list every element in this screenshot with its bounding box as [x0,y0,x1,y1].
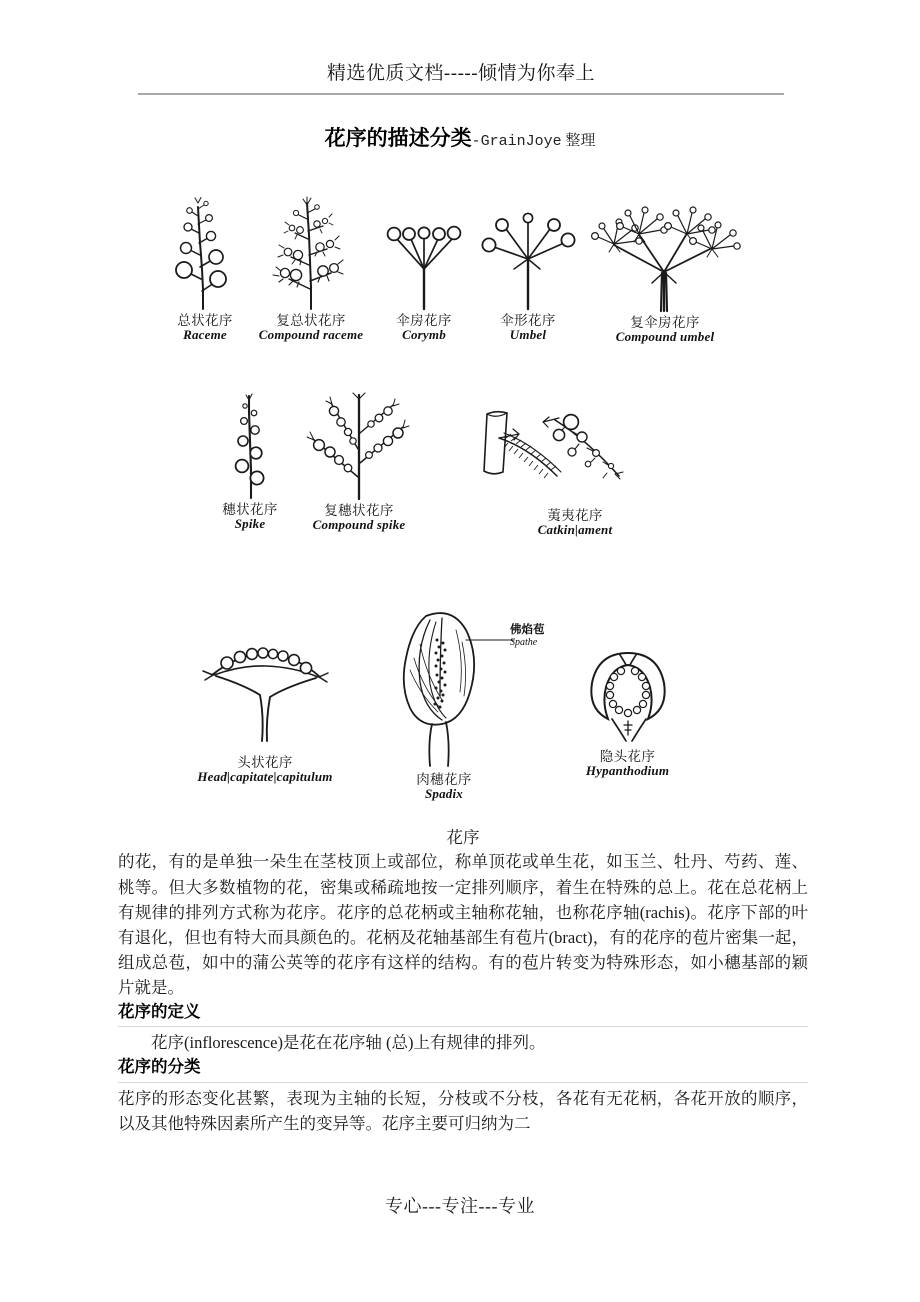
head-diagram [200,635,330,745]
spathe-callout [510,624,545,648]
heading-definition: 花序的定义 [118,1002,808,1027]
figure-caption [165,755,365,785]
caption-en: Compound raceme [258,327,364,343]
page-title [0,122,920,152]
hypanthodium-diagram [580,643,676,743]
caption-cn: 肉穗花序 [416,772,472,787]
compound-umbel-diagram [582,197,748,313]
compound-spike-diagram [303,385,415,501]
figure-compound-spike [300,385,418,533]
figure-caption [378,313,470,343]
page-title-dash: - [471,133,481,150]
inflorescence-center-label: 花序 [446,828,480,847]
corymb-diagram [382,215,466,311]
compound-raceme-diagram [265,193,357,311]
figure-corymb [378,215,470,343]
figure-hypanthodium [555,643,700,779]
caption-en: Compound umbel [615,329,715,345]
raceme-diagram [169,193,241,311]
caption-en: Umbel [509,327,547,343]
figure-catkin [475,400,675,538]
figure-caption [250,313,372,343]
catkin-diagram [477,400,673,500]
page-footer: 专心---专注---专业 [385,1196,535,1216]
running-header [138,58,784,85]
caption-cn: 头状花序 [237,755,293,770]
caption-cn: 复伞房花序 [630,315,700,330]
caption-cn: 总状花序 [177,313,233,328]
figure-head [165,635,365,785]
figure-caption [555,749,700,779]
callout-label-cn: 佛焰苞 [510,624,545,636]
figure-spadix [370,600,550,802]
classification-paragraph: 花序的形态变化甚繁，表现为主轴的长短，分枝或不分枝，各花有无花柄，各花开放的顺序，以及其他特殊因素所产生的变异等。花序主要可归纳为二 [118,1088,808,1133]
caption-en: Head|capitate|capitulum [197,769,333,785]
caption-en: Corymb [402,327,446,343]
figure-compound-raceme [250,193,372,343]
figure-caption [300,503,418,533]
spadix-diagram [370,600,530,768]
caption-en: Raceme [183,327,227,343]
caption-en: Catkin|ament [537,522,613,538]
definition-paragraph: 花序(inflorescence)是花在花序轴 (总)上有规律的排列。 [151,1033,546,1053]
caption-cn: 穗状花序 [222,502,278,517]
caption-cn: 复穗状花序 [324,503,394,518]
figure-caption [580,315,750,345]
caption-cn: 伞形花序 [500,313,556,328]
figure-caption [160,313,250,343]
page-title-main: 花序的描述分类 [324,127,472,150]
caption-en: Hypanthodium [585,763,670,779]
figure-caption [475,508,675,538]
figure-umbel [478,207,578,343]
figure-raceme [160,193,250,343]
caption-en: Spadix [424,786,464,802]
caption-cn: 复总状花序 [276,313,346,328]
running-header-text: 精选优质文档-----倾情为你奉上 [326,63,596,84]
caption-en: Compound spike [312,517,406,533]
umbel-diagram [480,207,576,311]
figure-caption [370,772,518,802]
figure-compound-umbel [580,197,750,345]
figure-spike [205,390,295,532]
figure-caption [478,313,578,343]
caption-en: Spike [234,516,266,532]
spike-diagram [225,390,275,500]
intro-paragraph: 的花，有的是单独一朵生在茎枝顶上或部位，称单顶花或单生花，如玉兰、牡丹、芍药、莲、桃等。但大多数植物的花，密集或稀疏地按一定排列顺序，着生在特殊的总上。花在总花柄上有规律的排列方式称为花序。花序的总花柄或主轴称花轴，也称花序轴(rachis)。花序下部的叶有退化，但也有特大而具颜色的。花柄及花轴基部生有苞片(bract)，有的花序的苞片密集一起，组成总苞，如中的蒲公英等的花序有这样的结构。有的苞片转变为特殊形态，如小穗基部的颖片就是。 [118,852,808,997]
inflorescence-figure-plate [0,185,920,802]
caption-cn: 荑夷花序 [547,508,603,523]
header-divider [138,93,784,95]
figure-caption [205,502,295,532]
caption-cn: 隐头花序 [599,749,656,764]
callout-label-en: Spathe [510,636,538,648]
caption-cn: 伞房花序 [396,313,452,328]
page-title-suffix: 整理 [561,133,596,149]
page-title-author: GrainJoye [480,133,562,150]
heading-classification: 花序的分类 [118,1057,808,1082]
body-content [118,826,808,1136]
